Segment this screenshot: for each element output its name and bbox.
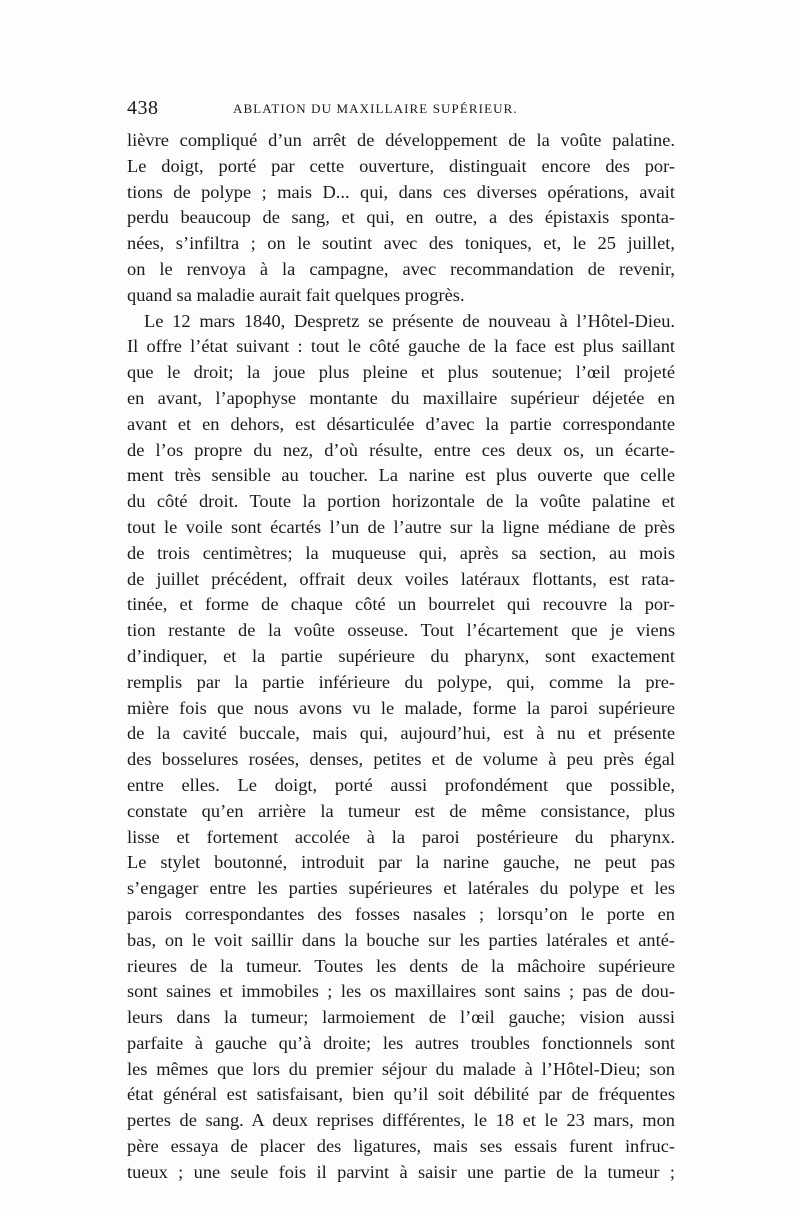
text-line: tions de polype ; mais D... qui, dans ces diverses opérations, avait xyxy=(127,181,675,202)
text-line: leurs dans la tumeur; larmoiement de l’œil gauche; vision aussi xyxy=(127,1007,675,1028)
text-line: parfaite à gauche qu’à droite; les autres troubles fonctionnels sont xyxy=(127,1032,675,1053)
text-line: de trois centimètres; la muqueuse qui, après sa section, au mois xyxy=(127,542,675,563)
text-line: Le doigt, porté par cette ouverture, distinguait encore des por- xyxy=(127,155,675,176)
text-line: lièvre compliqué d’un arrêt de développement de la voûte palatine. xyxy=(127,130,675,150)
page-header xyxy=(127,97,675,123)
text-line: on le renvoya à la campagne, avec recommandation de revenir, xyxy=(127,258,675,279)
text-line: de l’os propre du nez, d’où résulte, entre ces deux os, un écarte- xyxy=(127,439,675,460)
paragraph-start-line: Le 12 mars 1840, Despretz se présente de nouveau à l’Hôtel-Dieu. xyxy=(144,310,675,331)
text-line: parois correspondantes des fosses nasales ; lorsqu’on le porte en xyxy=(127,903,675,924)
running-title: ABLATION DU MAXILLAIRE SUPÉRIEUR. xyxy=(233,101,518,116)
text-line: en avant, l’apophyse montante du maxillaire supérieur déjetée en xyxy=(127,387,675,408)
text-line: remplis par la partie inférieure du polype, qui, comme la pre- xyxy=(127,671,675,692)
page-number: 438 xyxy=(127,97,159,119)
text-line: des bosselures rosées, denses, petites et de volume à peu près égal xyxy=(127,749,675,770)
text-line: Il offre l’état suivant : tout le côté gauche de la face est plus saillant xyxy=(127,336,675,357)
text-line: du côté droit. Toute la portion horizontale de la voûte palatine et xyxy=(127,491,675,512)
text-line: état général est satisfaisant, bien qu’il soit débilité par de fréquentes xyxy=(127,1084,675,1105)
text-line: tinée, et forme de chaque côté un bourrelet qui recouvre la por- xyxy=(127,594,675,615)
text-line: bas, on le voit saillir dans la bouche sur les parties latérales et anté- xyxy=(127,929,675,950)
text-line: rieures de la tumeur. Toutes les dents de la mâchoire supérieure xyxy=(127,955,675,976)
text-line: quand sa maladie aurait fait quelques progrès. xyxy=(127,284,465,305)
text-line: avant et en dehors, est désarticulée d’avec la partie correspondante xyxy=(127,413,675,434)
text-line: de juillet précédent, offrait deux voiles latéraux flottants, est rata- xyxy=(127,568,675,589)
text-line: tion restante de la voûte osseuse. Tout l’écartement que je viens xyxy=(127,620,675,641)
body-text xyxy=(127,128,675,1186)
text-line: s’engager entre les parties supérieures et latérales du polype et les xyxy=(127,878,675,899)
text-line: nées, s’infiltra ; on le soutint avec des toniques, et, le 25 juillet, xyxy=(127,233,675,254)
text-line: entre elles. Le doigt, porté aussi profondément que possible, xyxy=(127,774,675,795)
text-line: perdu beaucoup de sang, et qui, en outre, a des épistaxis sponta- xyxy=(127,207,675,228)
text-line: tout le voile sont écartés l’un de l’autre sur la ligne médiane de près xyxy=(127,516,675,537)
text-line: d’indiquer, et la partie supérieure du pharynx, sont exactement xyxy=(127,645,675,666)
text-line: père essaya de placer des ligatures, mais ses essais furent infruc- xyxy=(127,1136,675,1157)
text-line: mière fois que nous avons vu le malade, forme la paroi supérieure xyxy=(127,697,675,718)
text-line: ment très sensible au toucher. La narine est plus ouverte que celle xyxy=(127,465,675,486)
text-line: de la cavité buccale, mais qui, aujourd’hui, est à nu et présente xyxy=(127,723,675,744)
text-line: que le droit; la joue plus pleine et plus soutenue; l’œil projeté xyxy=(127,362,675,383)
text-line: tueux ; une seule fois il parvint à saisir une partie de la tumeur ; xyxy=(127,1161,675,1182)
text-line: les mêmes que lors du premier séjour du malade à l’Hôtel-Dieu; son xyxy=(127,1058,675,1079)
text-line: constate qu’en arrière la tumeur est de même consistance, plus xyxy=(127,800,675,821)
text-line: lisse et fortement accolée à la paroi postérieure du pharynx. xyxy=(127,826,675,847)
text-line: Le stylet boutonné, introduit par la narine gauche, ne peut pas xyxy=(127,852,675,873)
text-line: sont saines et immobiles ; les os maxillaires sont sains ; pas de dou- xyxy=(127,981,675,1002)
text-line: pertes de sang. A deux reprises différentes, le 18 et le 23 mars, mon xyxy=(127,1110,675,1131)
